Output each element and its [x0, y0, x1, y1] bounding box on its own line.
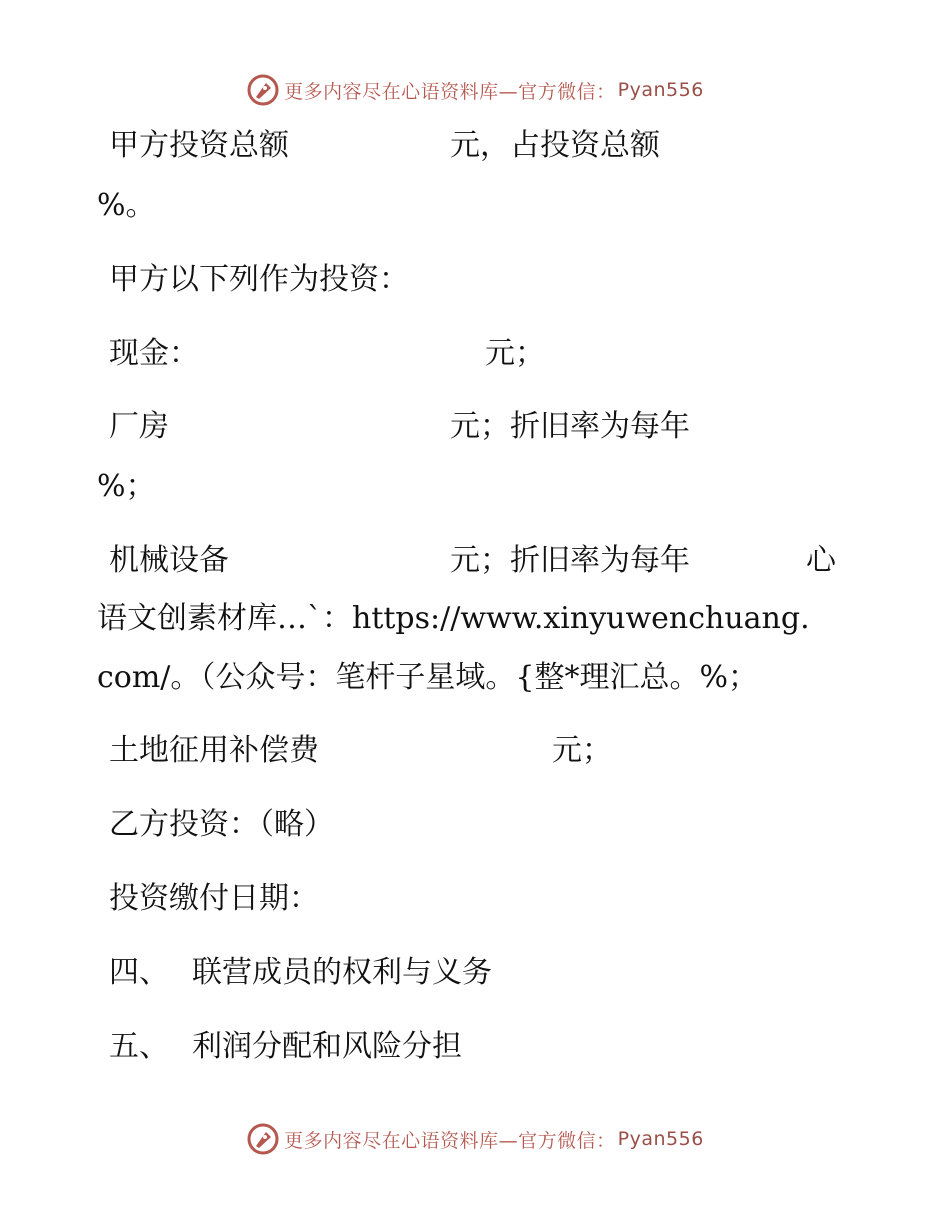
pen-nib-logo-icon [246, 73, 280, 107]
text-line-11 [0, 805, 950, 845]
text-total-investment: 甲方投资总额 [109, 128, 289, 163]
text-line-5 [0, 407, 950, 447]
banner-text: 更多内容尽在心语资料库—官方微信： [284, 80, 616, 103]
text-line-3 [0, 260, 950, 300]
text-party-b-investment: 乙方投资：（略） [109, 807, 334, 842]
section-title-profit-risk: 利润分配和风险分担 [192, 1029, 462, 1064]
pen-nib-logo-icon [246, 1122, 280, 1156]
text-cash-unit: 元； [485, 336, 545, 371]
text-line-12 [0, 879, 950, 919]
footer-banner [0, 1119, 950, 1159]
section-number-5: 五、 [109, 1029, 169, 1064]
text-line-8 [0, 599, 950, 639]
text-percent: %； [97, 469, 156, 504]
text-watermark-account: com/。（公众号：笔杆子星域。{整*理汇总。%； [97, 660, 759, 695]
header-banner [0, 70, 950, 110]
text-machinery-label: 机械设备 [109, 543, 229, 578]
banner-text: 更多内容尽在心语资料库—官方微信： [284, 1129, 616, 1152]
text-line-6 [0, 467, 950, 507]
text-watermark-start: 心 [806, 543, 836, 578]
banner-wechat-id: Pyan556 [617, 79, 704, 101]
text-land-compensation-unit: 元； [552, 733, 612, 768]
text-share-of-total: 元，占投资总额 [450, 128, 660, 163]
text-machinery-depreciation: 元；折旧率为每年 [450, 543, 690, 578]
text-payment-date: 投资缴付日期： [109, 881, 319, 916]
banner-wechat-id: Pyan556 [617, 1128, 704, 1150]
section-title-rights-obligations: 联营成员的权利与义务 [192, 955, 492, 990]
text-plant-depreciation: 元；折旧率为每年 [450, 409, 690, 444]
text-plant-label: 厂房 [109, 409, 169, 444]
text-cash-label: 现金： [109, 336, 199, 371]
text-line-4 [0, 334, 950, 374]
text-line-7 [0, 541, 950, 581]
text-line-9 [0, 658, 950, 698]
text-line-10 [0, 731, 950, 771]
text-watermark-url: 语文创素材库…`：https://www.xinyuwenchuang. [97, 601, 810, 636]
text-percent: %。 [97, 188, 156, 223]
section-number-4: 四、 [109, 955, 169, 990]
text-land-compensation-label: 土地征用补偿费 [109, 733, 319, 768]
section-heading-4 [0, 953, 950, 993]
text-investment-items-heading: 甲方以下列作为投资： [109, 262, 409, 297]
section-heading-5 [0, 1027, 950, 1067]
text-line-1 [0, 126, 950, 166]
text-line-2 [0, 186, 950, 226]
